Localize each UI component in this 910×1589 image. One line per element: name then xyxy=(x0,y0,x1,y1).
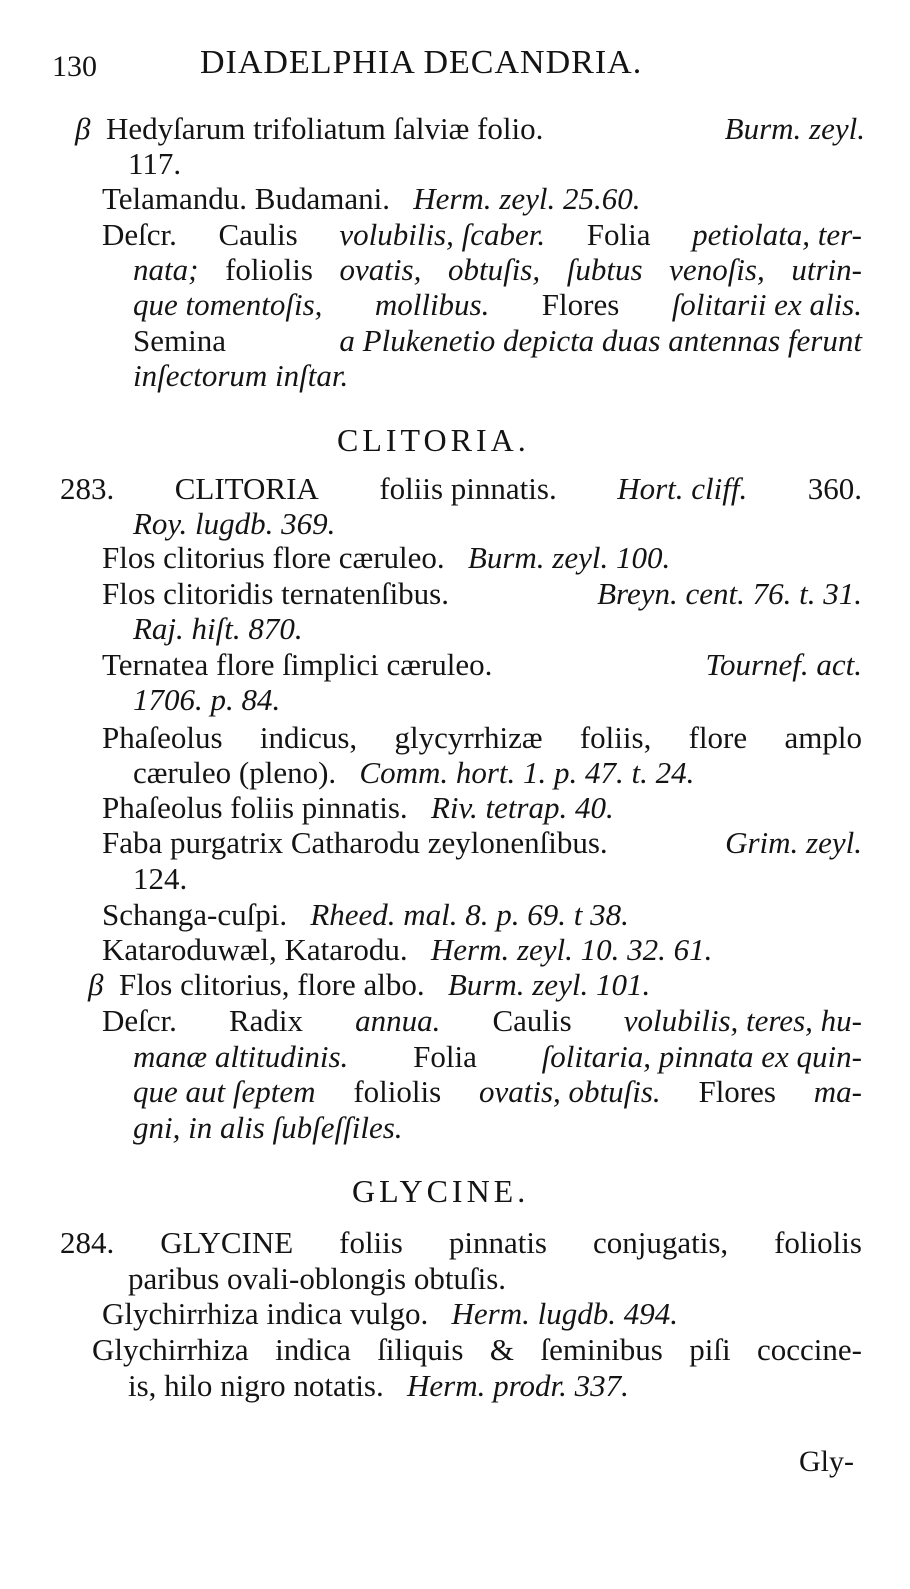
genus-name: GLYCINE xyxy=(160,1225,294,1260)
description-line: que tomentoſis, mollibus. Flores ſolitarii ex alis. xyxy=(133,287,862,322)
description-line: Deſcr. Caulis volubilis, ſcaber. Folia petiolata, ter- xyxy=(102,217,862,252)
reference: Tournef. act. xyxy=(705,647,862,682)
synonym-text: Hedyſarum trifoliatum ſalviæ folio. xyxy=(105,111,544,146)
synonym-line: β Flos clitorius, flore albo. Burm. zeyl. 101. xyxy=(88,967,651,1002)
reference: Roy. lugdb. 369. xyxy=(133,506,336,541)
synonym-line: is, hilo nigro notatis. Herm. prodr. 337. xyxy=(128,1368,629,1403)
description-line: gni, in alis ſubſeſſiles. xyxy=(133,1110,403,1145)
reference: Herm. lugdb. 494. xyxy=(451,1296,678,1331)
description-line: manæ altitudinis. Folia ſolitaria, pinnata ex quin- xyxy=(133,1039,862,1074)
reference: Herm. zeyl. 25.60. xyxy=(413,181,641,216)
reference: Hort. cliff. xyxy=(617,471,748,506)
synonym-line: cæruleo (pleno). Comm. hort. 1. p. 47. t. 24. xyxy=(133,755,695,790)
genus-heading: CLITORIA. xyxy=(337,422,530,458)
reference: 1706. p. 84. xyxy=(133,682,281,717)
synonym-text: Telamandu. Budamani. xyxy=(102,181,390,216)
reference: Raj. hiſt. 870. xyxy=(133,611,303,646)
page-number: 130 xyxy=(52,50,97,83)
species-number: 284. xyxy=(60,1225,115,1260)
reference: Breyn. cent. 76. t. 31. xyxy=(597,576,862,611)
description-line: inſectorum inſtar. xyxy=(133,358,349,393)
synonym-line: Flos clitoridis ternatenſibus. Breyn. cent. 76. t. 31. xyxy=(102,576,862,611)
reference: Herm. zeyl. 10. 32. 61. xyxy=(430,932,713,967)
synonym-line: Glychirrhiza indica vulgo. Herm. lugdb. 494. xyxy=(102,1296,678,1331)
reference: Rheed. mal. 8. p. 69. t 38. xyxy=(310,897,629,932)
synonym-line: Flos clitorius flore cæruleo. Burm. zeyl. 100. xyxy=(102,540,671,575)
running-title: DIADELPHIA DECANDRIA. xyxy=(200,44,643,81)
description-line: Semina a Plukenetio depicta duas antennas ferunt xyxy=(133,323,862,358)
synonym-line: Faba purgatrix Catharodu zeylonenſibus. Grim. zeyl. xyxy=(102,825,862,860)
entry-line xyxy=(75,112,865,146)
genus-name: CLITORIA xyxy=(174,471,319,506)
description-line: que aut ſeptem foliolis ovatis, obtuſis. Flores ma- xyxy=(133,1074,862,1109)
reference: Herm. prodr. 337. xyxy=(407,1368,629,1403)
reference: Riv. tetrap. 40. xyxy=(430,790,614,825)
entry-line: 117. xyxy=(128,146,182,181)
variety-marker: β xyxy=(88,967,104,1002)
synonym-line: Glychirrhiza indica ſiliquis & ſeminibus piſi coccine- xyxy=(92,1332,862,1367)
reference: Comm. hort. 1. p. 47. t. 24. xyxy=(359,755,695,790)
variety-marker: β xyxy=(75,111,91,146)
reference: Grim. zeyl. xyxy=(725,825,862,860)
synonym-line: Kataroduwæl, Katarodu. Herm. zeyl. 10. 32. 61. xyxy=(102,932,713,967)
catchword: Gly- xyxy=(799,1445,854,1478)
synonym-line: Phaſeolus indicus, glycyrrhizæ foliis, flore amplo xyxy=(102,720,862,755)
synonym-line: Ternatea flore ſimplici cæruleo. Tournef. act. xyxy=(102,647,862,682)
species-entry: 284. GLYCINE foliis pinnatis conjugatis, foliolis xyxy=(60,1225,862,1260)
species-number: 283. xyxy=(60,471,115,506)
reference: Burm. zeyl. 101. xyxy=(447,967,651,1002)
description-line: Deſcr. Radix annua. Caulis volubilis, teres, hu- xyxy=(102,1003,862,1038)
synonym-line: Schanga-cuſpi. Rheed. mal. 8. p. 69. t 38. xyxy=(102,897,629,932)
species-entry: 283. CLITORIA foliis pinnatis. Hort. cliff. 360. xyxy=(60,471,862,506)
entry-line: paribus ovali-oblongis obtuſis. xyxy=(128,1261,507,1296)
reference: Burm. zeyl. 100. xyxy=(467,540,671,575)
entry-line xyxy=(102,182,641,216)
reference: 124. xyxy=(133,861,188,896)
synonym-line: Phaſeolus foliis pinnatis. Riv. tetrap. 40. xyxy=(102,790,614,825)
genus-heading: GLYCINE. xyxy=(352,1173,530,1209)
reference: Burm. zeyl. xyxy=(724,111,865,146)
description-line: nata; foliolis ovatis, obtuſis, ſubtus venoſis, utrin- xyxy=(133,252,862,287)
